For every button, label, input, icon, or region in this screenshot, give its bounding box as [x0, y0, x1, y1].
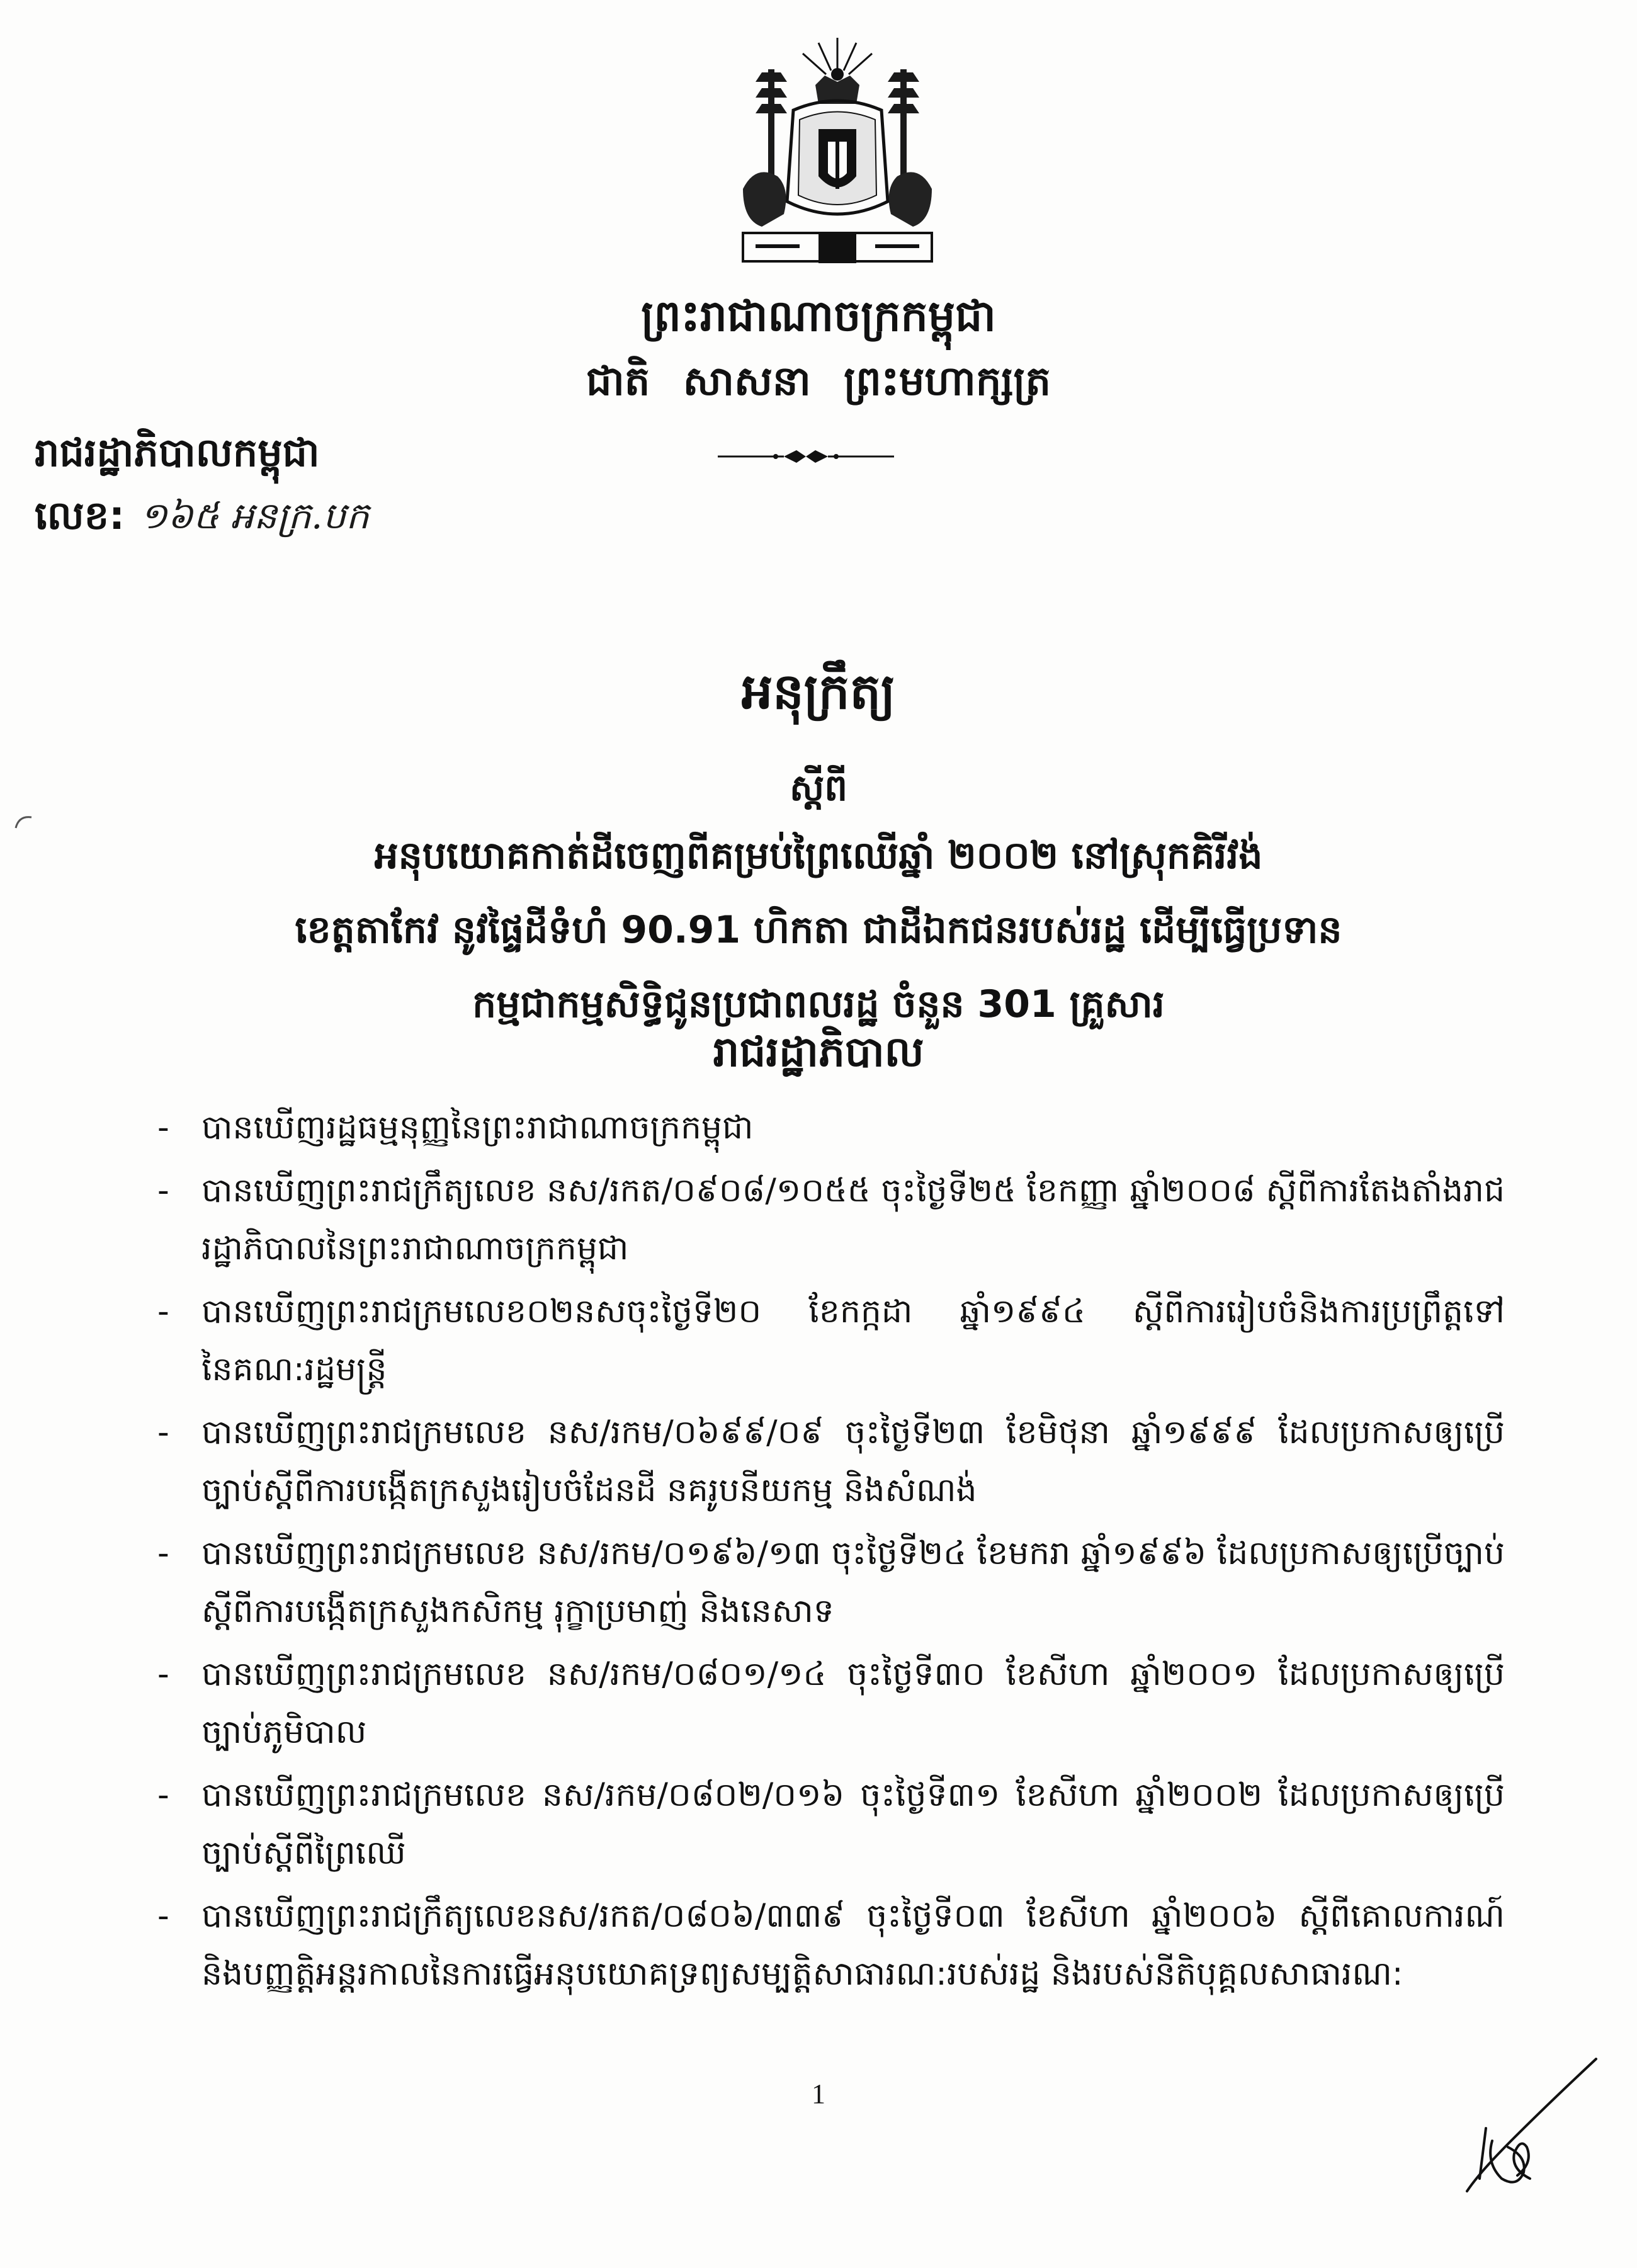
document-about-label: ស្តីពី [789, 766, 848, 809]
reference-number [35, 491, 369, 548]
issuing-government: រាជរដ្ឋាភិបាលកម្ពុជា [35, 429, 320, 475]
handwritten-initials-icon [1442, 2053, 1606, 2204]
subject-line: កម្មជាកម្មសិទ្ធិជូនប្រជាពលរដ្ឋ ចំនួន 301 គ្រួសារ [472, 982, 1165, 1026]
clause-text: បានឃើញព្រះរាជក្រមលេខ នស/រកម/០៨០២/០១៦ ចុះថ្ងៃទី៣១ ខែសីហា ឆ្នាំ២០០២ ដែលប្រកាសឲ្យប្រើច្បាប់ស្តីពីព្រៃឈើ [201, 1776, 1505, 1872]
royal-coat-of-arms-icon [730, 25, 944, 277]
preamble-clause: - បានឃើញព្រះរាជក្រឹត្យលេខ នស/រកត/០៩០៨/១០៥៥ ចុះថ្ងៃទី២៥ ខែកញ្ញា ឆ្នាំ២០០៨ ស្តីពីការតែងតាំងរាជរដ្ឋាភិបាលនៃព្រះរាជាណាចក្រកម្ពុជា [157, 1172, 1505, 1267]
document-subject [214, 819, 1423, 1041]
preamble-clause: - បានឃើញព្រះរាជក្រឹត្យលេខនស/រកត/០៨០៦/៣៣៩ ចុះថ្ងៃទី០៣ ខែសីហា ឆ្នាំ២០០៦ ស្តីពីគោលការណ៍ និងបញ្ញត្តិអន្តរកាលនៃការធ្វើអនុបយោគទ្រព្យសម្បត្តិសាធារណ:របស់រដ្ឋ និងរបស់នីតិបុគ្គលសាធារណ: [157, 1897, 1505, 1993]
preamble-clause: - បានឃើញព្រះរាជក្រមលេខ នស/រកម/០៨០២/០១៦ ចុះថ្ងៃទី៣១ ខែសីហា ឆ្នាំ២០០២ ដែលប្រកាសឲ្យប្រើច្បាប់ស្តីពីព្រៃឈើ [157, 1776, 1505, 1872]
preamble-clause: - បានឃើញព្រះរាជក្រមលេខ០២នសចុះថ្ងៃទី២០ ខែកក្កដា ឆ្នាំ១៩៩៤ ស្តីពីការរៀបចំនិងការប្រព្រឹត្តទៅនៃគណ:រដ្ឋមន្ត្រី [157, 1293, 1505, 1388]
clause-text: បានឃើញព្រះរាជក្រឹត្យលេខនស/រកត/០៨០៦/៣៣៩ ចុះថ្ងៃទី០៣ ខែសីហា ឆ្នាំ២០០៦ ស្តីពីគោលការណ៍ និងបញ្ញត្តិអន្តរកាលនៃការធ្វើអនុបយោគទ្រព្យសម្បត្តិសាធារណ:របស់រដ្ឋ និងរបស់នីតិបុគ្គលសាធារណ: [201, 1897, 1505, 1993]
government-heading: រាជរដ្ឋាភិបាល [713, 1028, 924, 1076]
clause-text: បានឃើញព្រះរាជក្រមលេខ០២នសចុះថ្ងៃទី២០ ខែកក្កដា ឆ្នាំ១៩៩៤ ស្តីពីការរៀបចំនិងការប្រព្រឹត្តទៅនៃគណ:រដ្ឋមន្ត្រី [201, 1293, 1505, 1388]
subject-line: ខេត្តតាកែវ នូវផ្ទៃដីទំហំ 90.91 ហិកតា ជាដីឯកជនរបស់រដ្ឋ ដើម្បីធ្វើប្រទាន [295, 908, 1342, 952]
clause-text: បានឃើញរដ្ឋធម្មនុញ្ញនៃព្រះរាជាណាចក្រកម្ពុជា [201, 1109, 754, 1147]
preamble-clause: - បានឃើញព្រះរាជក្រមលេខ នស/រកម/០១៩៦/១៣ ចុះថ្ងៃទី២៤ ខែមករា ឆ្នាំ១៩៩៦ ដែលប្រកាសឲ្យប្រើច្បាប់ស្តីពីការបង្កើតក្រសួងកសិកម្ម រុក្ខាប្រមាញ់ និងនេសាទ [157, 1534, 1505, 1630]
reference-label: លេខ: [35, 492, 125, 538]
preamble-clauses [157, 1099, 1505, 2008]
subject-line: អនុបយោគកាត់ដីចេញពីគម្រប់ព្រៃឈើឆ្នាំ ២០០២ នៅស្រុកគិរីវង់ [374, 834, 1263, 878]
kingdom-title: ព្រះរាជាណាចក្រកម្ពុជា [641, 292, 996, 341]
preamble-clause: - បានឃើញព្រះរាជក្រមលេខ នស/រកម/០៨០១/១៤ ចុះថ្ងៃទី៣០ ខែសីហា ឆ្នាំ២០០១ ដែលប្រកាសឲ្យប្រើច្បាប់ភូមិបាល [157, 1655, 1505, 1751]
scan-mark-icon [13, 812, 38, 831]
document-type-title: អនុក្រឹត្យ [741, 664, 896, 720]
reference-value: ១៦៥ អនក្រ.បក [139, 494, 370, 537]
clause-text: បានឃើញព្រះរាជក្រមលេខ នស/រកម/០៦៩៩/០៩ ចុះថ្ងៃទី២៣ ខែមិថុនា ឆ្នាំ១៩៩៩ ដែលប្រកាសឲ្យប្រើច្បាប់ស្តីពីការបង្កើតក្រសួងរៀបចំដែនដី នគរូបនីយកម្ម និងសំណង់ [201, 1414, 1505, 1509]
clause-text: បានឃើញព្រះរាជក្រឹត្យលេខ នស/រកត/០៩០៨/១០៥៥ ចុះថ្ងៃទី២៥ ខែកញ្ញា ឆ្នាំ២០០៨ ស្តីពីការតែងតាំងរាជរដ្ឋាភិបាលនៃព្រះរាជាណាចក្រកម្ពុជា [201, 1172, 1505, 1267]
preamble-clause: - បានឃើញរដ្ឋធម្មនុញ្ញនៃព្រះរាជាណាចក្រកម្ពុជា [157, 1109, 754, 1147]
clause-text: បានឃើញព្រះរាជក្រមលេខ នស/រកម/០៨០១/១៤ ចុះថ្ងៃទី៣០ ខែសីហា ឆ្នាំ២០០១ ដែលប្រកាសឲ្យប្រើច្បាប់ភូមិបាល [201, 1655, 1505, 1751]
page-number: 1 [812, 2078, 825, 2109]
national-motto: ជាតិ សាសនា ព្រះមហាក្សត្រ [586, 358, 1051, 405]
preamble-clause: - បានឃើញព្រះរាជក្រមលេខ នស/រកម/០៦៩៩/០៩ ចុះថ្ងៃទី២៣ ខែមិថុនា ឆ្នាំ១៩៩៩ ដែលប្រកាសឲ្យប្រើច្បាប់ស្តីពីការបង្កើតក្រសួងរៀបចំដែនដី នគរូបនីយកម្ម និងសំណង់ [157, 1414, 1505, 1509]
clause-text: បានឃើញព្រះរាជក្រមលេខ នស/រកម/០១៩៦/១៣ ចុះថ្ងៃទី២៤ ខែមករា ឆ្នាំ១៩៩៦ ដែលប្រកាសឲ្យប្រើច្បាប់ស្តីពីការបង្កើតក្រសួងកសិកម្ម រុក្ខាប្រមាញ់ និងនេសាទ [201, 1534, 1505, 1630]
ornamental-divider-icon [718, 447, 894, 466]
